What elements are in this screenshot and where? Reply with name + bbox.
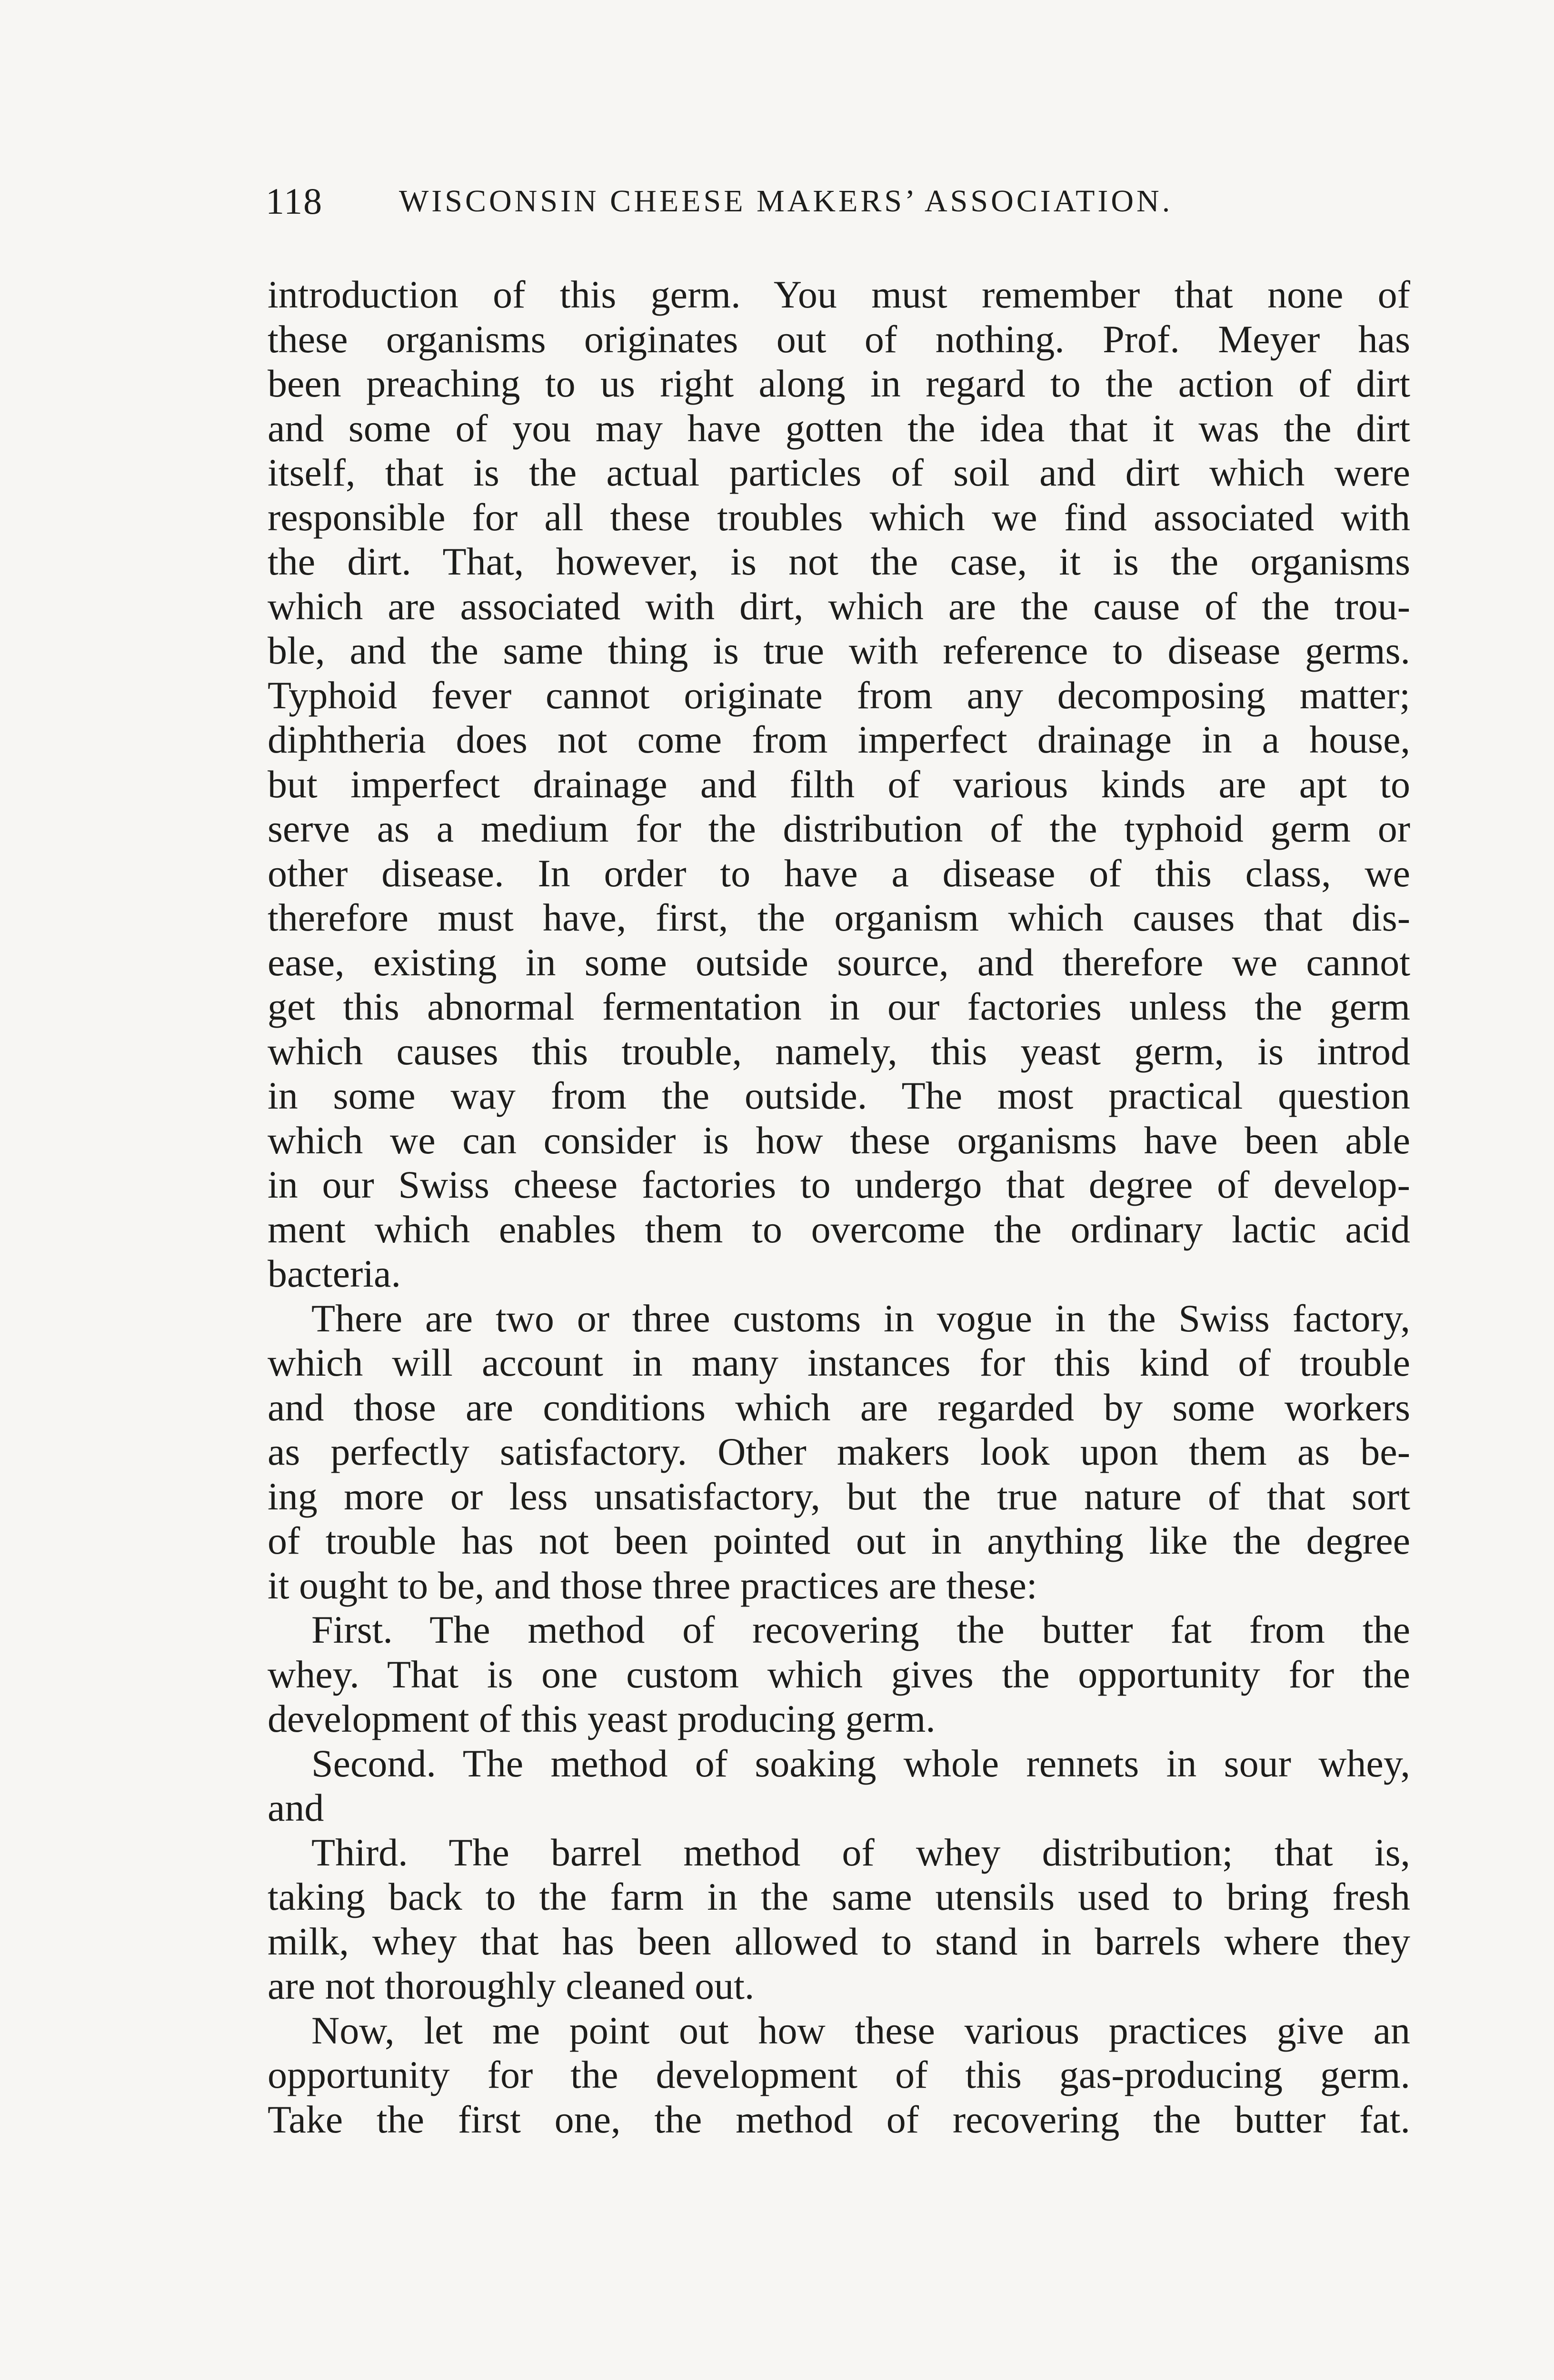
text-line: it ought to be, and those three practices are these: bbox=[268, 1563, 1037, 1607]
text-line: as perfectly satisfactory. Other makers look upon them as be- bbox=[268, 1430, 1410, 1473]
text-line: serve as a medium for the distribution of the typhoid germ or bbox=[268, 807, 1410, 850]
text-line: which we can consider is how these organisms have been able bbox=[268, 1118, 1410, 1162]
text-line: ease, existing in some outside source, and therefore we cannot bbox=[268, 940, 1410, 984]
page-header bbox=[266, 175, 1408, 228]
page-number: 118 bbox=[266, 180, 323, 222]
text-line: ment which enables them to overcome the ordinary lactic acid bbox=[268, 1207, 1410, 1251]
text-line: in our Swiss cheese factories to undergo that degree of develop- bbox=[268, 1163, 1410, 1206]
text-line: There are two or three customs in vogue in the Swiss factory, bbox=[311, 1296, 1410, 1340]
text-line: which will account in many instances for this kind of trouble bbox=[268, 1341, 1410, 1384]
text-line: been preaching to us right along in regard to the action of dirt bbox=[268, 362, 1410, 405]
text-line: which are associated with dirt, which are the cause of the trou- bbox=[268, 584, 1410, 628]
text-line: Now, let me point out how these various practices give an bbox=[311, 2008, 1410, 2052]
text-line: but imperfect drainage and filth of various kinds are apt to bbox=[268, 762, 1410, 806]
text-line: introduction of this germ. You must remember that none of bbox=[268, 273, 1410, 316]
text-line: Second. The method of soaking whole rennets in sour whey, bbox=[311, 1741, 1410, 1785]
text-line: and those are conditions which are regarded by some workers bbox=[268, 1385, 1410, 1429]
text-line: are not thoroughly cleaned out. bbox=[268, 1964, 755, 2007]
text-line: bacteria. bbox=[268, 1252, 401, 1295]
text-line: milk, whey that has been allowed to stand in barrels where they bbox=[268, 1919, 1410, 1963]
text-line: in some way from the outside. The most practical question bbox=[268, 1074, 1410, 1117]
text-line: ble, and the same thing is true with reference to disease germs. bbox=[268, 629, 1410, 672]
text-line: development of this yeast producing germ. bbox=[268, 1697, 936, 1740]
text-line: itself, that is the actual particles of soil and dirt which were bbox=[268, 451, 1410, 494]
text-line: taking back to the farm in the same utensils used to bring fresh bbox=[268, 1875, 1410, 1918]
text-line: which causes this trouble, namely, this yeast germ, is introd bbox=[268, 1029, 1410, 1073]
text-line: First. The method of recovering the butter fat from the bbox=[311, 1608, 1410, 1651]
text-line: Third. The barrel method of whey distribution; that is, bbox=[311, 1830, 1410, 1874]
text-line: opportunity for the development of this gas-producing germ. bbox=[268, 2053, 1410, 2096]
text-line: and some of you may have gotten the idea that it was the dirt bbox=[268, 406, 1410, 450]
text-line: diphtheria does not come from imperfect drainage in a house, bbox=[268, 718, 1410, 761]
text-line: these organisms originates out of nothing. Prof. Meyer has bbox=[268, 317, 1410, 361]
text-line: the dirt. That, however, is not the case, it is the organisms bbox=[268, 540, 1410, 583]
text-line: Take the first one, the method of recovering the butter fat. bbox=[268, 2097, 1410, 2141]
text-line: responsible for all these troubles which we find associated with bbox=[268, 495, 1410, 539]
running-head: WISCONSIN CHEESE MAKERS’ ASSOCIATION. bbox=[399, 184, 1173, 218]
text-line: ing more or less unsatisfactory, but the true nature of that sort bbox=[268, 1474, 1410, 1518]
text-line: of trouble has not been pointed out in anything like the degree bbox=[268, 1519, 1410, 1562]
text-line: Typhoid fever cannot originate from any decomposing matter; bbox=[268, 673, 1410, 717]
body-text bbox=[268, 272, 1410, 2142]
text-line: other disease. In order to have a disease of this class, we bbox=[268, 851, 1410, 895]
text-line: whey. That is one custom which gives the opportunity for the bbox=[268, 1652, 1410, 1696]
text-line: therefore must have, first, the organism which causes that dis- bbox=[268, 896, 1410, 939]
text-line: and bbox=[268, 1786, 324, 1829]
text-line: get this abnormal fermentation in our factories unless the germ bbox=[268, 985, 1410, 1028]
